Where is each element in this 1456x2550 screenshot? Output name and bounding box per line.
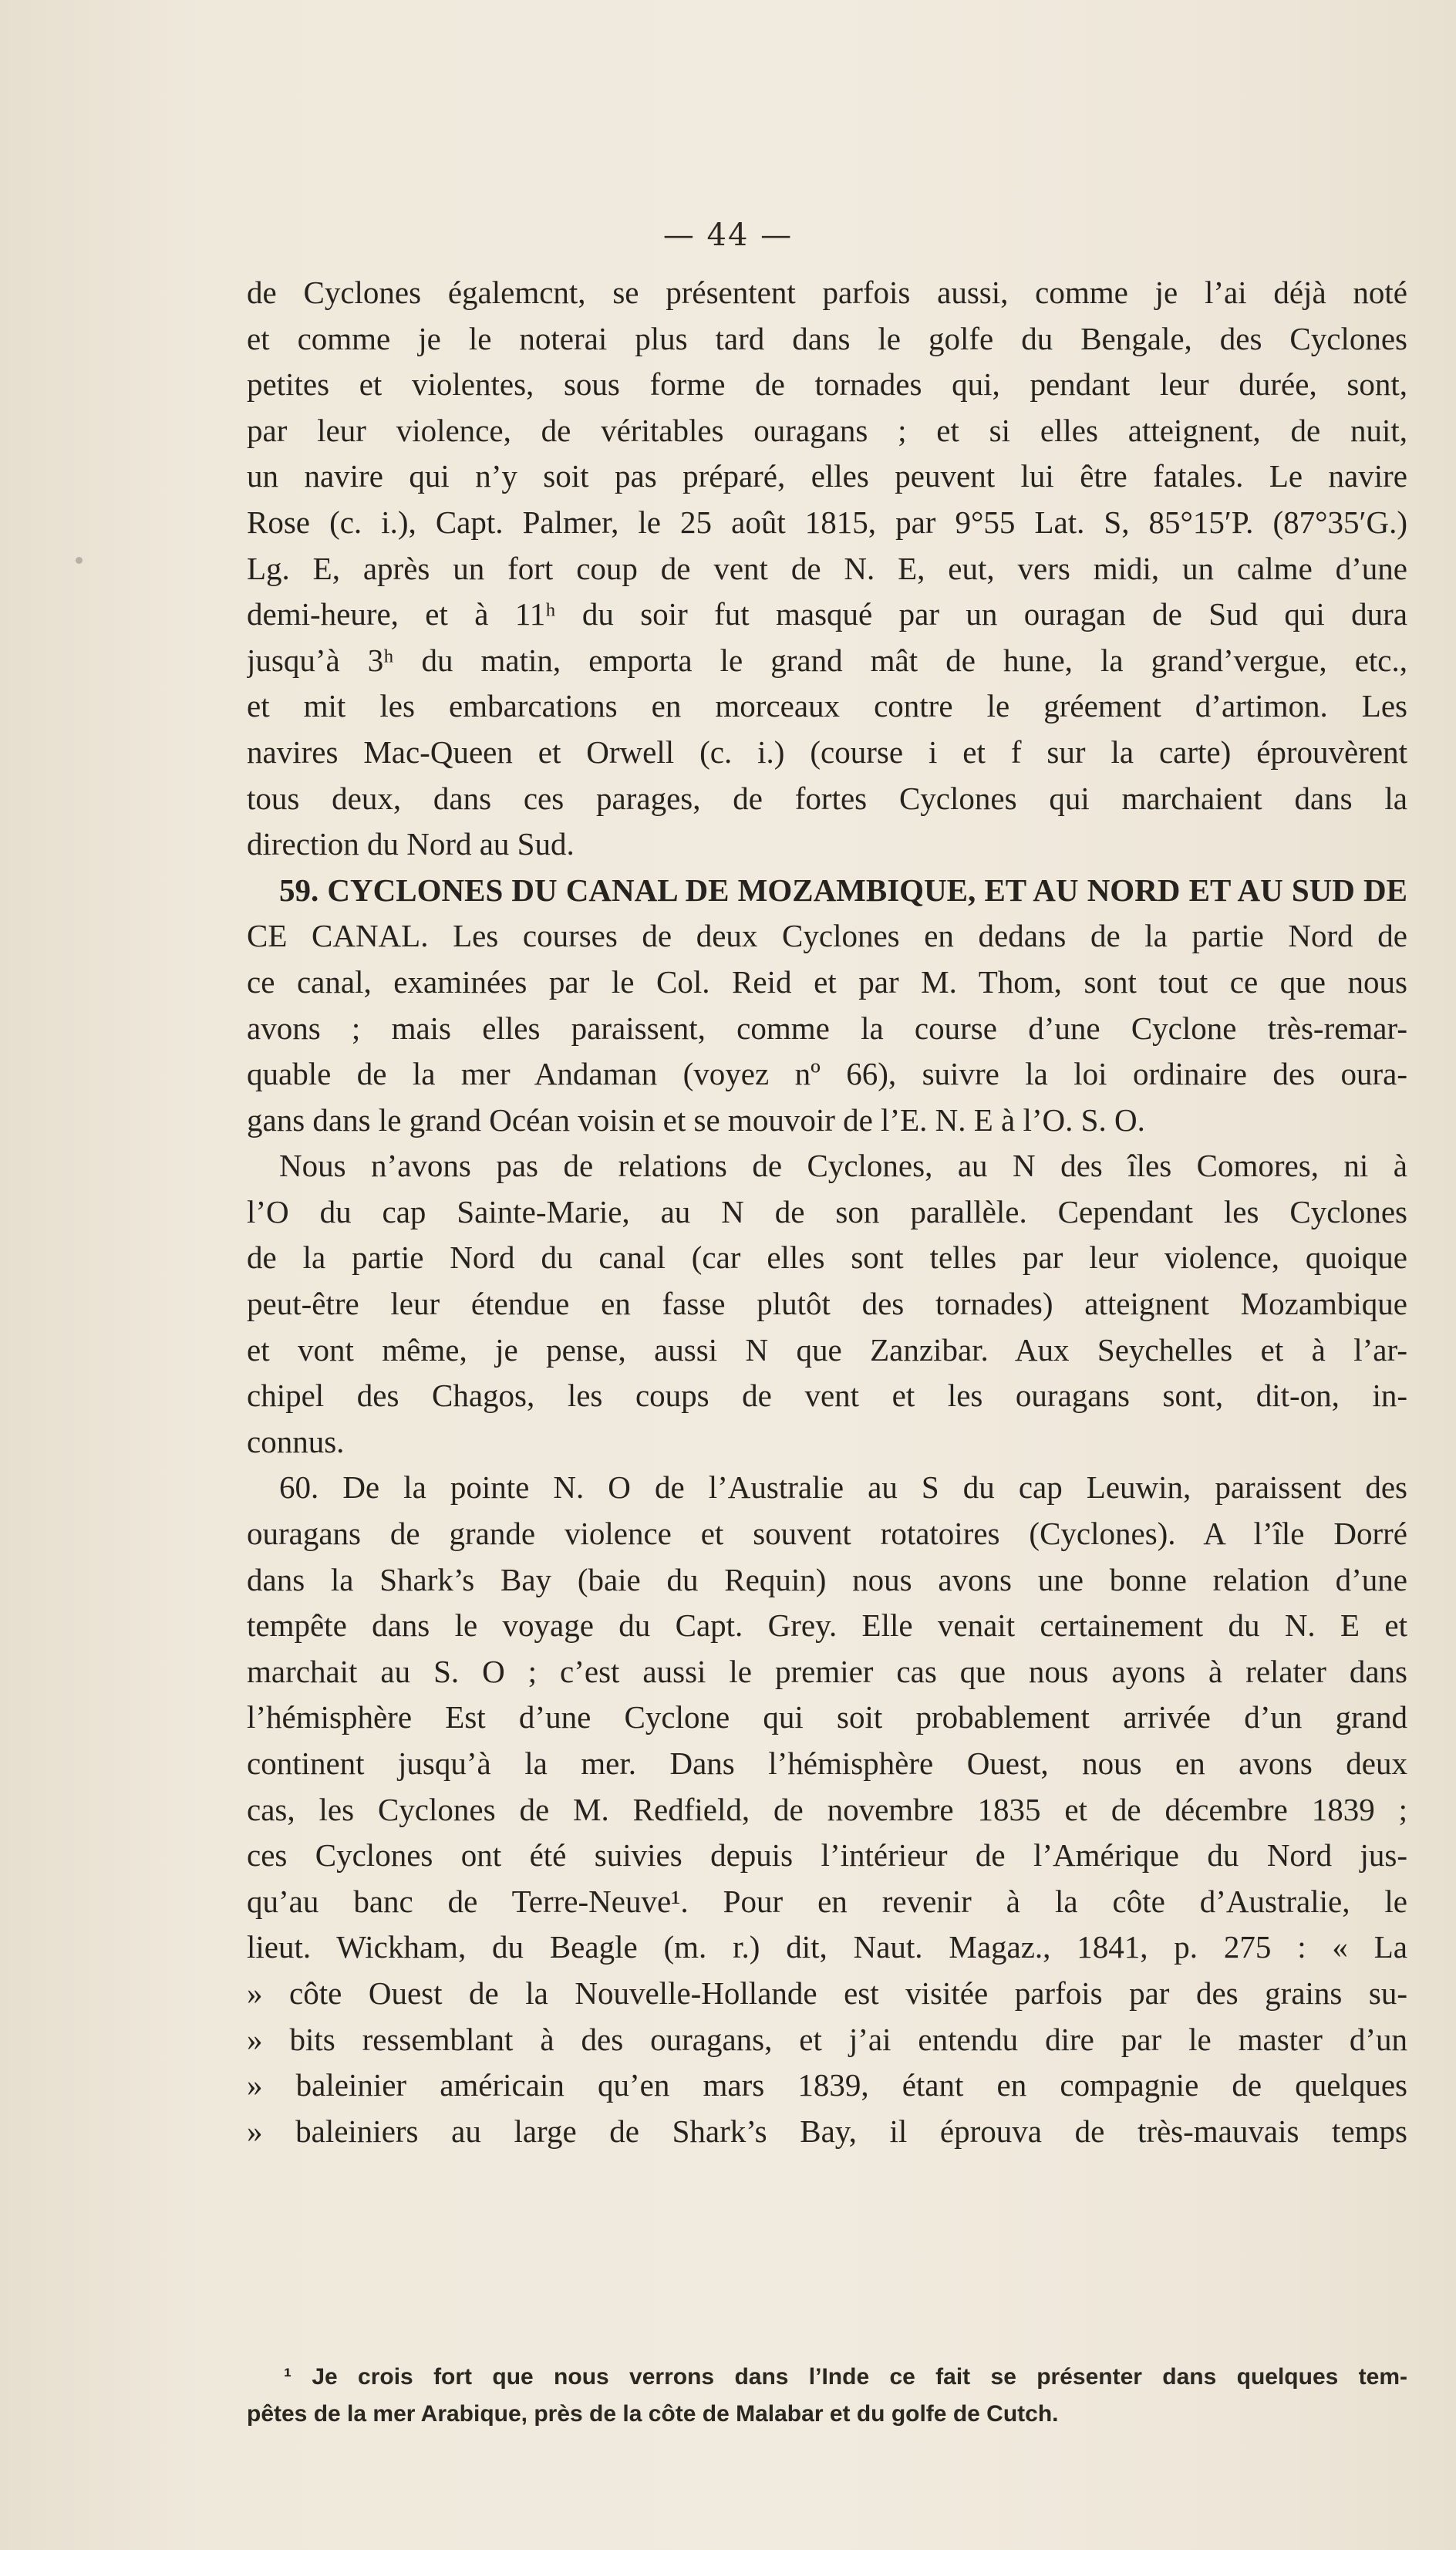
text-line: Rose (c. i.), Capt. Palmer, le 25 août 1815, par 9°55 Lat. S, 85°15′P. (87°35′G.) bbox=[247, 504, 1407, 540]
section-heading-59: 59. CYCLONES DU CANAL DE MOZAMBIQUE, ET AU NORD ET AU SUD DE bbox=[279, 872, 1407, 908]
text-line: avons ; mais elles paraissent, comme la course d’une Cyclone très-remar- bbox=[247, 1010, 1407, 1046]
text-line: gans dans le grand Océan voisin et se mouvoir de l’E. N. E à l’O. S. O. bbox=[247, 1101, 1145, 1138]
text-line: Nous n’avons pas de relations de Cyclones, au N des îles Comores, ni à bbox=[279, 1148, 1407, 1184]
text-line: ce canal, examinées par le Col. Reid et par M. Thom, sont tout ce que nous bbox=[247, 963, 1407, 1000]
text-line: marchait au S. O ; c’est aussi le premier cas que nous ayons à relater dans bbox=[247, 1653, 1407, 1689]
text-line: par leur violence, de véritables ouragans ; et si elles atteignent, de nuit, bbox=[247, 412, 1407, 448]
text-line: demi-heure, et à 11ʰ du soir fut masqué par un ouragan de Sud qui dura bbox=[247, 596, 1407, 632]
text-line: tous deux, dans ces parages, de fortes Cyclones qui marchaient dans la bbox=[247, 780, 1407, 816]
text-line: un navire qui n’y soit pas préparé, elles peuvent lui être fatales. Le navire bbox=[247, 458, 1407, 494]
text-line: quable de la mer Andaman (voyez nº 66), suivre la loi ordinaire des oura- bbox=[247, 1056, 1407, 1092]
text-line: » côte Ouest de la Nouvelle-Hollande est visitée parfois par des grains su- bbox=[247, 1975, 1407, 2011]
text-line: » baleinier américain qu’en mars 1839, étant en compagnie de quelques bbox=[247, 2067, 1407, 2103]
text-line: navires Mac-Queen et Orwell (c. i.) (course i et f sur la carte) éprouvèrent bbox=[247, 734, 1407, 770]
text-line: ces Cyclones ont été suivies depuis l’intérieur de l’Amérique du Nord jus- bbox=[247, 1837, 1407, 1874]
text-line: jusqu’à 3ʰ du matin, emporta le grand mât de hune, la grand’vergue, etc., bbox=[247, 642, 1407, 678]
text-line: l’hémisphère Est d’une Cyclone qui soit probablement arrivée d’un grand bbox=[247, 1699, 1407, 1735]
text-line: » bits ressemblant à des ouragans, et j’ai entendu dire par le master d’un bbox=[247, 2021, 1407, 2057]
text-line: dans la Shark’s Bay (baie du Requin) nous avons une bonne relation d’une bbox=[247, 1561, 1407, 1597]
text-line: de la partie Nord du canal (car elles sont telles par leur violence, quoique bbox=[247, 1240, 1407, 1276]
text-line: ouragans de grande violence et souvent rotatoires (Cyclones). A l’île Dorré bbox=[247, 1516, 1407, 1552]
text-line: lieut. Wickham, du Beagle (m. r.) dit, Naut. Magaz., 1841, p. 275 : « La bbox=[247, 1929, 1407, 1965]
text-line: direction du Nord au Sud. bbox=[247, 826, 575, 862]
text-line: tempête dans le voyage du Capt. Grey. Elle venait certainement du N. E et bbox=[247, 1607, 1407, 1644]
paper-spot bbox=[76, 557, 83, 564]
text-line: peut-être leur étendue en fasse plutôt des tornades) atteignent Mozambique bbox=[247, 1286, 1407, 1322]
text-line: et vont même, je pense, aussi N que Zanzibar. Aux Seychelles et à l’ar- bbox=[247, 1331, 1407, 1368]
text-line: Lg. E, après un fort coup de vent de N. E, eut, vers midi, un calme d’une bbox=[247, 550, 1407, 586]
text-line: CE CANAL. Les courses de deux Cyclones en dedans de la partie Nord de bbox=[247, 918, 1407, 954]
footnote-line: ¹ Je crois fort que nous verrons dans l’Inde ce fait se présenter dans quelques tem- bbox=[284, 2364, 1407, 2390]
text-line: petites et violentes, sous forme de tornades qui, pendant leur durée, sont, bbox=[247, 366, 1407, 403]
text-line: cas, les Cyclones de M. Redfield, de novembre 1835 et de décembre 1839 ; bbox=[247, 1791, 1407, 1827]
footnote bbox=[247, 2359, 1407, 2433]
text-line: qu’au banc de Terre-Neuve¹. Pour en revenir à la côte d’Australie, le bbox=[247, 1883, 1407, 1919]
body-text bbox=[247, 270, 1407, 2154]
text-line: » baleiniers au large de Shark’s Bay, il éprouva de très-mauvais temps bbox=[247, 2113, 1407, 2149]
text-line: connus. bbox=[247, 1423, 345, 1459]
text-line: continent jusqu’à la mer. Dans l’hémisphère Ouest, nous en avons deux bbox=[247, 1746, 1407, 1781]
text-line: et mit les embarcations en morceaux contre le gréement d’artimon. Les bbox=[247, 688, 1407, 724]
text-line: de Cyclones égalemcnt, se présentent parfois aussi, comme je l’ai déjà noté bbox=[247, 275, 1407, 310]
footnote-line: pêtes de la mer Arabique, près de la côte de Malabar et du golfe de Cutch. bbox=[247, 2401, 1059, 2427]
page-number: — 44 — bbox=[662, 218, 794, 253]
text-line: l’O du cap Sainte-Marie, au N de son parallèle. Cependant les Cyclones bbox=[247, 1193, 1407, 1229]
text-line: et comme je le noterai plus tard dans le golfe du Bengale, des Cyclones bbox=[247, 320, 1407, 356]
section-paragraph-60: 60. De la pointe N. O de l’Australie au S du cap Leuwin, paraissent des bbox=[279, 1469, 1407, 1506]
text-line: chipel des Chagos, les coups de vent et les ouragans sont, dit-on, in- bbox=[247, 1378, 1407, 1414]
